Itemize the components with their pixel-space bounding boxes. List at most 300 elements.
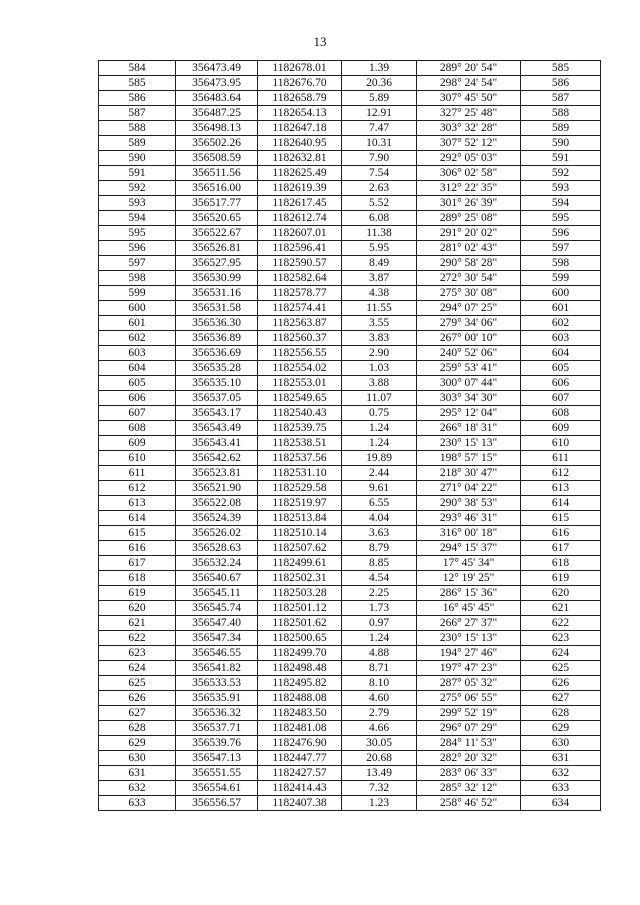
point-to-cell: 589 — [521, 121, 601, 136]
point-to-cell: 622 — [521, 616, 601, 631]
y-coordinate-cell: 1182500.65 — [258, 631, 342, 646]
table-row — [99, 361, 601, 376]
distance-cell: 7.47 — [342, 121, 417, 136]
x-coordinate-cell: 356526.81 — [176, 241, 258, 256]
bearing-cell: 299° 52' 19" — [417, 706, 521, 721]
point-from-cell: 623 — [99, 646, 176, 661]
x-coordinate-cell: 356545.11 — [176, 586, 258, 601]
table-row — [99, 151, 601, 166]
table-row — [99, 106, 601, 121]
x-coordinate-cell: 356542.62 — [176, 451, 258, 466]
x-coordinate-cell: 356547.40 — [176, 616, 258, 631]
distance-cell: 13.49 — [342, 766, 417, 781]
y-coordinate-cell: 1182590.57 — [258, 256, 342, 271]
point-to-cell: 618 — [521, 556, 601, 571]
table-row — [99, 301, 601, 316]
page-number: 13 — [313, 34, 327, 49]
table-row — [99, 421, 601, 436]
point-to-cell: 608 — [521, 406, 601, 421]
y-coordinate-cell: 1182553.01 — [258, 376, 342, 391]
y-coordinate-cell: 1182495.82 — [258, 676, 342, 691]
table-row — [99, 676, 601, 691]
point-to-cell: 599 — [521, 271, 601, 286]
y-coordinate-cell: 1182632.81 — [258, 151, 342, 166]
point-from-cell: 631 — [99, 766, 176, 781]
table-row — [99, 571, 601, 586]
bearing-cell: 281° 02' 43" — [417, 241, 521, 256]
point-to-cell: 590 — [521, 136, 601, 151]
point-from-cell: 625 — [99, 676, 176, 691]
point-to-cell: 612 — [521, 466, 601, 481]
point-to-cell: 601 — [521, 301, 601, 316]
y-coordinate-cell: 1182654.13 — [258, 106, 342, 121]
x-coordinate-cell: 356502.26 — [176, 136, 258, 151]
y-coordinate-cell: 1182640.95 — [258, 136, 342, 151]
point-from-cell: 601 — [99, 316, 176, 331]
y-coordinate-cell: 1182612.74 — [258, 211, 342, 226]
table-row — [99, 766, 601, 781]
point-from-cell: 607 — [99, 406, 176, 421]
distance-cell: 6.55 — [342, 496, 417, 511]
table-row — [99, 556, 601, 571]
distance-cell: 19.89 — [342, 451, 417, 466]
x-coordinate-cell: 356526.02 — [176, 526, 258, 541]
y-coordinate-cell: 1182499.70 — [258, 646, 342, 661]
y-coordinate-cell: 1182510.14 — [258, 526, 342, 541]
bearing-cell: 286° 15' 36" — [417, 586, 521, 601]
y-coordinate-cell: 1182560.37 — [258, 331, 342, 346]
point-to-cell: 609 — [521, 421, 601, 436]
x-coordinate-cell: 356543.49 — [176, 421, 258, 436]
table-row — [99, 241, 601, 256]
point-from-cell: 600 — [99, 301, 176, 316]
point-to-cell: 632 — [521, 766, 601, 781]
distance-cell: 2.63 — [342, 181, 417, 196]
point-from-cell: 587 — [99, 106, 176, 121]
point-from-cell: 615 — [99, 526, 176, 541]
point-to-cell: 598 — [521, 256, 601, 271]
table-row — [99, 781, 601, 796]
distance-cell: 4.54 — [342, 571, 417, 586]
table-row — [99, 436, 601, 451]
table-row — [99, 586, 601, 601]
bearing-cell: 312° 22' 35" — [417, 181, 521, 196]
point-to-cell: 621 — [521, 601, 601, 616]
bearing-cell: 307° 52' 12" — [417, 136, 521, 151]
distance-cell: 1.73 — [342, 601, 417, 616]
distance-cell: 2.79 — [342, 706, 417, 721]
x-coordinate-cell: 356536.69 — [176, 346, 258, 361]
point-to-cell: 626 — [521, 676, 601, 691]
distance-cell: 11.55 — [342, 301, 417, 316]
x-coordinate-cell: 356541.82 — [176, 661, 258, 676]
y-coordinate-cell: 1182476.90 — [258, 736, 342, 751]
x-coordinate-cell: 356530.99 — [176, 271, 258, 286]
x-coordinate-cell: 356528.63 — [176, 541, 258, 556]
point-from-cell: 620 — [99, 601, 176, 616]
point-from-cell: 584 — [99, 61, 176, 76]
table-row — [99, 601, 601, 616]
distance-cell: 6.08 — [342, 211, 417, 226]
table-row — [99, 526, 601, 541]
x-coordinate-cell: 356546.55 — [176, 646, 258, 661]
point-from-cell: 613 — [99, 496, 176, 511]
point-from-cell: 614 — [99, 511, 176, 526]
distance-cell: 20.68 — [342, 751, 417, 766]
y-coordinate-cell: 1182488.08 — [258, 691, 342, 706]
point-from-cell: 597 — [99, 256, 176, 271]
bearing-cell: 194° 27' 46" — [417, 646, 521, 661]
distance-cell: 4.60 — [342, 691, 417, 706]
y-coordinate-cell: 1182481.08 — [258, 721, 342, 736]
bearing-cell: 266° 27' 37" — [417, 616, 521, 631]
point-from-cell: 595 — [99, 226, 176, 241]
x-coordinate-cell: 356543.41 — [176, 436, 258, 451]
x-coordinate-cell: 356536.30 — [176, 316, 258, 331]
point-from-cell: 621 — [99, 616, 176, 631]
y-coordinate-cell: 1182499.61 — [258, 556, 342, 571]
x-coordinate-cell: 356498.13 — [176, 121, 258, 136]
table-row — [99, 211, 601, 226]
x-coordinate-cell: 356527.95 — [176, 256, 258, 271]
point-from-cell: 586 — [99, 91, 176, 106]
x-coordinate-cell: 356556.57 — [176, 796, 258, 811]
y-coordinate-cell: 1182513.84 — [258, 511, 342, 526]
y-coordinate-cell: 1182607.01 — [258, 226, 342, 241]
point-from-cell: 617 — [99, 556, 176, 571]
y-coordinate-cell: 1182507.62 — [258, 541, 342, 556]
point-to-cell: 610 — [521, 436, 601, 451]
distance-cell: 4.66 — [342, 721, 417, 736]
table-row — [99, 406, 601, 421]
bearing-cell: 198° 57' 15" — [417, 451, 521, 466]
coordinates-table-body — [99, 61, 601, 811]
table-row — [99, 496, 601, 511]
point-to-cell: 627 — [521, 691, 601, 706]
y-coordinate-cell: 1182539.75 — [258, 421, 342, 436]
y-coordinate-cell: 1182563.87 — [258, 316, 342, 331]
point-to-cell: 630 — [521, 736, 601, 751]
bearing-cell: 298° 24' 54" — [417, 76, 521, 91]
table-row — [99, 391, 601, 406]
point-from-cell: 630 — [99, 751, 176, 766]
x-coordinate-cell: 356517.77 — [176, 196, 258, 211]
distance-cell: 0.75 — [342, 406, 417, 421]
bearing-cell: 275° 30' 08" — [417, 286, 521, 301]
point-from-cell: 604 — [99, 361, 176, 376]
bearing-cell: 258° 46' 52" — [417, 796, 521, 811]
y-coordinate-cell: 1182407.38 — [258, 796, 342, 811]
table-row — [99, 196, 601, 211]
distance-cell: 11.07 — [342, 391, 417, 406]
y-coordinate-cell: 1182447.77 — [258, 751, 342, 766]
bearing-cell: 303° 34' 30" — [417, 391, 521, 406]
bearing-cell: 295° 12' 04" — [417, 406, 521, 421]
x-coordinate-cell: 356539.76 — [176, 736, 258, 751]
table-row — [99, 661, 601, 676]
distance-cell: 1.39 — [342, 61, 417, 76]
point-to-cell: 617 — [521, 541, 601, 556]
point-from-cell: 605 — [99, 376, 176, 391]
point-to-cell: 605 — [521, 361, 601, 376]
coordinates-table — [98, 60, 601, 811]
bearing-cell: 197° 47' 23" — [417, 661, 521, 676]
x-coordinate-cell: 356536.89 — [176, 331, 258, 346]
y-coordinate-cell: 1182501.12 — [258, 601, 342, 616]
y-coordinate-cell: 1182531.10 — [258, 466, 342, 481]
table-row — [99, 541, 601, 556]
distance-cell: 3.63 — [342, 526, 417, 541]
table-row — [99, 736, 601, 751]
distance-cell: 4.88 — [342, 646, 417, 661]
bearing-cell: 272° 30' 54" — [417, 271, 521, 286]
x-coordinate-cell: 356543.17 — [176, 406, 258, 421]
point-from-cell: 624 — [99, 661, 176, 676]
point-from-cell: 603 — [99, 346, 176, 361]
y-coordinate-cell: 1182578.77 — [258, 286, 342, 301]
x-coordinate-cell: 356551.55 — [176, 766, 258, 781]
x-coordinate-cell: 356531.16 — [176, 286, 258, 301]
point-to-cell: 593 — [521, 181, 601, 196]
y-coordinate-cell: 1182676.70 — [258, 76, 342, 91]
y-coordinate-cell: 1182483.50 — [258, 706, 342, 721]
x-coordinate-cell: 356508.59 — [176, 151, 258, 166]
x-coordinate-cell: 356523.81 — [176, 466, 258, 481]
distance-cell: 5.95 — [342, 241, 417, 256]
point-to-cell: 604 — [521, 346, 601, 361]
x-coordinate-cell: 356547.34 — [176, 631, 258, 646]
bearing-cell: 282° 20' 32" — [417, 751, 521, 766]
bearing-cell: 327° 25' 48" — [417, 106, 521, 121]
distance-cell: 7.90 — [342, 151, 417, 166]
y-coordinate-cell: 1182549.65 — [258, 391, 342, 406]
y-coordinate-cell: 1182574.41 — [258, 301, 342, 316]
point-from-cell: 629 — [99, 736, 176, 751]
table-row — [99, 61, 601, 76]
x-coordinate-cell: 356537.71 — [176, 721, 258, 736]
table-row — [99, 271, 601, 286]
point-from-cell: 606 — [99, 391, 176, 406]
y-coordinate-cell: 1182556.55 — [258, 346, 342, 361]
point-to-cell: 588 — [521, 106, 601, 121]
bearing-cell: 218° 30' 47" — [417, 466, 521, 481]
bearing-cell: 291° 20' 02" — [417, 226, 521, 241]
table-row — [99, 511, 601, 526]
table-row — [99, 256, 601, 271]
point-from-cell: 632 — [99, 781, 176, 796]
y-coordinate-cell: 1182540.43 — [258, 406, 342, 421]
bearing-cell: 307° 45' 50" — [417, 91, 521, 106]
table-row — [99, 451, 601, 466]
bearing-cell: 284° 11' 53" — [417, 736, 521, 751]
table-row — [99, 346, 601, 361]
point-to-cell: 595 — [521, 211, 601, 226]
table-row — [99, 796, 601, 811]
bearing-cell: 287° 05' 32" — [417, 676, 521, 691]
distance-cell: 1.24 — [342, 436, 417, 451]
point-to-cell: 614 — [521, 496, 601, 511]
bearing-cell: 279° 34' 06" — [417, 316, 521, 331]
distance-cell: 9.61 — [342, 481, 417, 496]
point-from-cell: 588 — [99, 121, 176, 136]
point-from-cell: 593 — [99, 196, 176, 211]
table-row — [99, 331, 601, 346]
x-coordinate-cell: 356473.95 — [176, 76, 258, 91]
bearing-cell: 275° 06' 55" — [417, 691, 521, 706]
y-coordinate-cell: 1182617.45 — [258, 196, 342, 211]
bearing-cell: 266° 18' 31" — [417, 421, 521, 436]
bearing-cell: 316° 00' 18" — [417, 526, 521, 541]
table-row — [99, 616, 601, 631]
x-coordinate-cell: 356516.00 — [176, 181, 258, 196]
distance-cell: 3.83 — [342, 331, 417, 346]
distance-cell: 0.97 — [342, 616, 417, 631]
x-coordinate-cell: 356554.61 — [176, 781, 258, 796]
table-row — [99, 136, 601, 151]
table-row — [99, 91, 601, 106]
x-coordinate-cell: 356532.24 — [176, 556, 258, 571]
point-from-cell: 633 — [99, 796, 176, 811]
point-from-cell: 622 — [99, 631, 176, 646]
y-coordinate-cell: 1182427.57 — [258, 766, 342, 781]
distance-cell: 11.38 — [342, 226, 417, 241]
table-row — [99, 721, 601, 736]
y-coordinate-cell: 1182498.48 — [258, 661, 342, 676]
point-from-cell: 627 — [99, 706, 176, 721]
point-to-cell: 613 — [521, 481, 601, 496]
distance-cell: 1.23 — [342, 796, 417, 811]
point-to-cell: 633 — [521, 781, 601, 796]
point-to-cell: 597 — [521, 241, 601, 256]
point-from-cell: 616 — [99, 541, 176, 556]
x-coordinate-cell: 356535.91 — [176, 691, 258, 706]
point-to-cell: 585 — [521, 61, 601, 76]
point-from-cell: 594 — [99, 211, 176, 226]
bearing-cell: 300° 07' 44" — [417, 376, 521, 391]
bearing-cell: 289° 25' 08" — [417, 211, 521, 226]
bearing-cell: 293° 46' 31" — [417, 511, 521, 526]
point-to-cell: 619 — [521, 571, 601, 586]
y-coordinate-cell: 1182678.01 — [258, 61, 342, 76]
point-to-cell: 631 — [521, 751, 601, 766]
x-coordinate-cell: 356487.25 — [176, 106, 258, 121]
x-coordinate-cell: 356535.28 — [176, 361, 258, 376]
bearing-cell: 230° 15' 13" — [417, 631, 521, 646]
bearing-cell: 301° 26' 39" — [417, 196, 521, 211]
table-row — [99, 466, 601, 481]
point-to-cell: 592 — [521, 166, 601, 181]
point-to-cell: 596 — [521, 226, 601, 241]
point-from-cell: 590 — [99, 151, 176, 166]
distance-cell: 12.91 — [342, 106, 417, 121]
point-to-cell: 611 — [521, 451, 601, 466]
table-row — [99, 751, 601, 766]
table-row — [99, 706, 601, 721]
point-from-cell: 611 — [99, 466, 176, 481]
y-coordinate-cell: 1182538.51 — [258, 436, 342, 451]
point-to-cell: 602 — [521, 316, 601, 331]
distance-cell: 5.52 — [342, 196, 417, 211]
point-to-cell: 591 — [521, 151, 601, 166]
distance-cell: 3.88 — [342, 376, 417, 391]
point-to-cell: 600 — [521, 286, 601, 301]
point-from-cell: 598 — [99, 271, 176, 286]
point-to-cell: 607 — [521, 391, 601, 406]
point-to-cell: 615 — [521, 511, 601, 526]
x-coordinate-cell: 356522.67 — [176, 226, 258, 241]
table-row — [99, 631, 601, 646]
distance-cell: 4.04 — [342, 511, 417, 526]
point-from-cell: 626 — [99, 691, 176, 706]
table-row — [99, 121, 601, 136]
x-coordinate-cell: 356511.56 — [176, 166, 258, 181]
y-coordinate-cell: 1182503.28 — [258, 586, 342, 601]
y-coordinate-cell: 1182582.64 — [258, 271, 342, 286]
x-coordinate-cell: 356547.13 — [176, 751, 258, 766]
y-coordinate-cell: 1182537.56 — [258, 451, 342, 466]
y-coordinate-cell: 1182619.39 — [258, 181, 342, 196]
point-from-cell: 608 — [99, 421, 176, 436]
table-row — [99, 226, 601, 241]
distance-cell: 5.89 — [342, 91, 417, 106]
table-row — [99, 181, 601, 196]
point-from-cell: 596 — [99, 241, 176, 256]
distance-cell: 8.10 — [342, 676, 417, 691]
bearing-cell: 294° 15' 37" — [417, 541, 521, 556]
point-from-cell: 618 — [99, 571, 176, 586]
table-row — [99, 691, 601, 706]
point-to-cell: 616 — [521, 526, 601, 541]
y-coordinate-cell: 1182625.49 — [258, 166, 342, 181]
y-coordinate-cell: 1182554.02 — [258, 361, 342, 376]
x-coordinate-cell: 356537.05 — [176, 391, 258, 406]
point-from-cell: 599 — [99, 286, 176, 301]
point-from-cell: 585 — [99, 76, 176, 91]
point-from-cell: 592 — [99, 181, 176, 196]
bearing-cell: 294° 07' 25" — [417, 301, 521, 316]
y-coordinate-cell: 1182658.79 — [258, 91, 342, 106]
point-to-cell: 620 — [521, 586, 601, 601]
y-coordinate-cell: 1182529.58 — [258, 481, 342, 496]
x-coordinate-cell: 356545.74 — [176, 601, 258, 616]
distance-cell: 7.32 — [342, 781, 417, 796]
bearing-cell: 283° 06' 33" — [417, 766, 521, 781]
x-coordinate-cell: 356473.49 — [176, 61, 258, 76]
bearing-cell: 292° 05' 03" — [417, 151, 521, 166]
y-coordinate-cell: 1182519.97 — [258, 496, 342, 511]
x-coordinate-cell: 356531.58 — [176, 301, 258, 316]
distance-cell: 8.49 — [342, 256, 417, 271]
y-coordinate-cell: 1182414.43 — [258, 781, 342, 796]
point-from-cell: 589 — [99, 136, 176, 151]
bearing-cell: 289° 20' 54" — [417, 61, 521, 76]
bearing-cell: 16° 45' 45" — [417, 601, 521, 616]
bearing-cell: 303° 32' 28" — [417, 121, 521, 136]
point-from-cell: 591 — [99, 166, 176, 181]
x-coordinate-cell: 356522.08 — [176, 496, 258, 511]
point-from-cell: 602 — [99, 331, 176, 346]
distance-cell: 8.79 — [342, 541, 417, 556]
point-to-cell: 629 — [521, 721, 601, 736]
point-to-cell: 594 — [521, 196, 601, 211]
x-coordinate-cell: 356520.65 — [176, 211, 258, 226]
table-row — [99, 286, 601, 301]
bearing-cell: 290° 58' 28" — [417, 256, 521, 271]
point-from-cell: 612 — [99, 481, 176, 496]
bearing-cell: 12° 19' 25" — [417, 571, 521, 586]
bearing-cell: 271° 04' 22" — [417, 481, 521, 496]
x-coordinate-cell: 356540.67 — [176, 571, 258, 586]
